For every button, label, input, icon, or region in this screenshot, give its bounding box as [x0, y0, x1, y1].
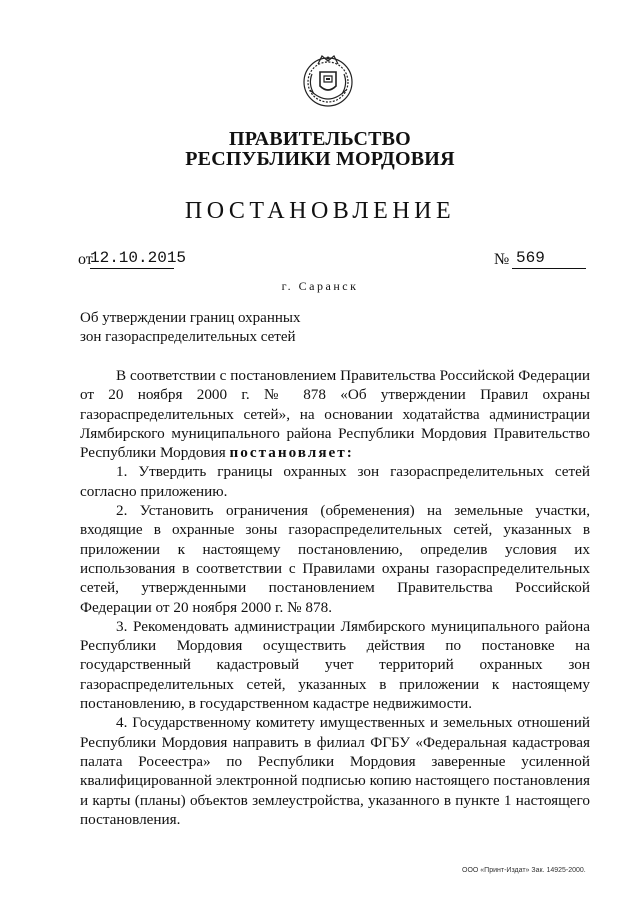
coat-of-arms-emblem-icon: [298, 50, 358, 110]
document-body: [80, 366, 590, 829]
subject-line1: Об утверждении границ охранных: [80, 310, 301, 326]
org-name-line1: ПРАВИТЕЛЬСТВО: [229, 128, 411, 150]
resolves-keyword: постановляет:: [229, 444, 354, 462]
preamble-text: В соответствии с постановлением Правительства Российской Федерации от 20 ноября 2000 г. № 878 «Об утверждении Правил охраны газораспределительных сетей», на основании ходатайства администрации Лямбирского муниципального района Республики Мордовия Правительство Республики Мордовия: [80, 367, 590, 462]
date-prefix: от: [78, 251, 93, 268]
document-date: 12.10.2015: [90, 249, 187, 267]
number-prefix: №: [494, 251, 510, 268]
document-number: 569: [512, 249, 586, 269]
item-paragraph-1: 1. Утвердить границы охранных зон газораспределительных сетей согласно приложению.: [80, 463, 590, 500]
item-paragraph-3: 3. Рекомендовать администрации Лямбирского муниципального района Республики Мордовия осуществить действия по постановке на государственный кадастровый учет территорий охранных зон газораспределительных сетей, указанных в приложении к настоящему постановлению, в государственном кадастре недвижимости.: [80, 617, 590, 713]
document-type-title: ПОСТАНОВЛЕНИЕ: [184, 198, 456, 224]
city-name: г. Саранск: [281, 279, 359, 293]
preamble-paragraph: [80, 366, 590, 462]
subject-line2: зон газораспределительных сетей: [80, 329, 296, 345]
item-paragraph-4: 4. Государственному комитету имущественных и земельных отношений Республики Мордовия направить в филиал ФГБУ «Федеральная кадастровая палата Росеестра» по Республики Мордовия заверенные усиленной квалифицированной электронной подписью копию настоящего постановления и карты (планы) объектов землеустройства, указанного в пункте 1 настоящего постановления.: [80, 714, 590, 828]
item-paragraph-2: 2. Установить ограничения (обременения) на земельные участки, входящие в охранные зоны газораспределительных сетей, указанных в приложении к настоящему постановлению, определив условия их использования в соответствии с Правилами охраны газораспределительных сетей, утвержденными постановлением Правительства Российской Федерации от 20 ноября 2000 г. № 878.: [80, 502, 590, 616]
document-subject: [80, 309, 300, 347]
org-name-line2: РЕСПУБЛИКИ МОРДОВИЯ: [185, 148, 455, 170]
printer-imprint: ООО «Принт-Издат» Зак. 14925-2000.: [462, 867, 586, 874]
